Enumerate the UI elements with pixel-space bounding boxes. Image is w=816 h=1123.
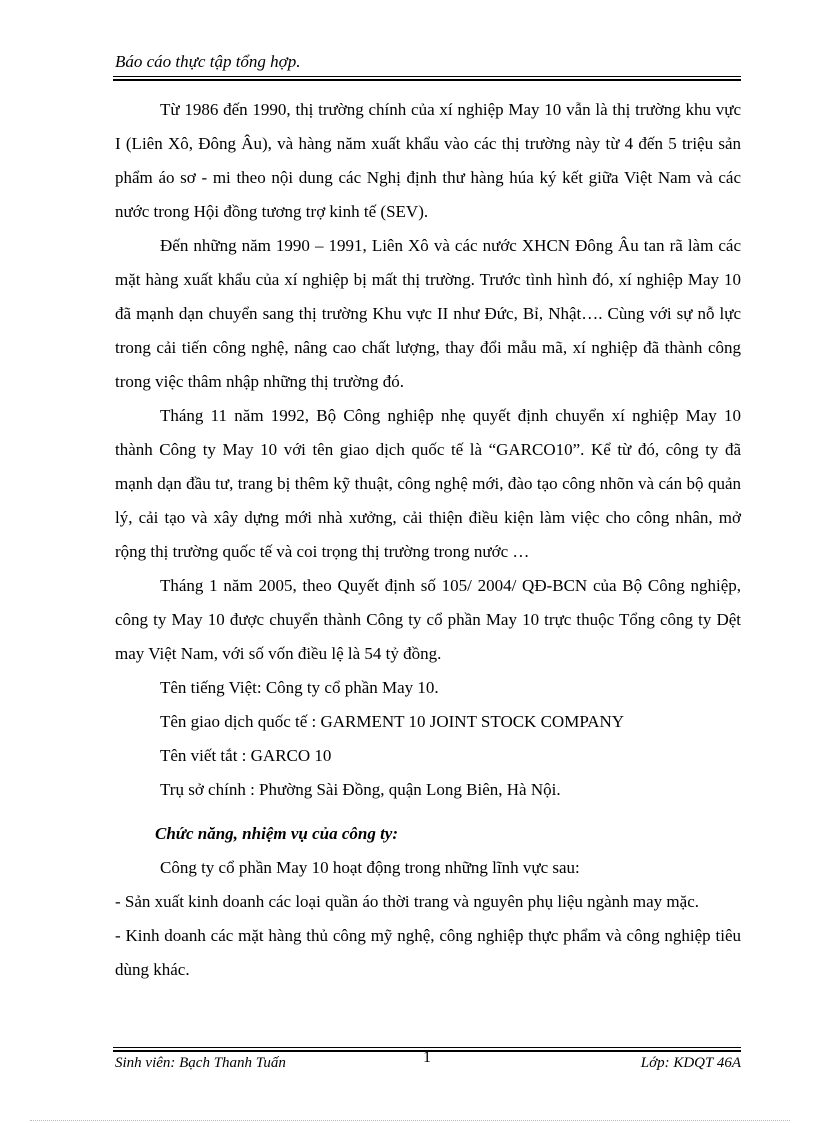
paragraph-4: Tháng 1 năm 2005, theo Quyết định số 105/ 2004/ QĐ-BCN của Bộ Công nghiệp, công ty May 10 được chuyển thành Công ty cổ phần May 10 trực thuộc Tổng công ty Dệt may Việt Nam, với số vốn điều lệ là 54 tỷ đồng.: [115, 576, 741, 663]
document-body: [115, 93, 741, 987]
header-divider: [113, 76, 741, 81]
page-number: 1: [423, 1049, 431, 1066]
page-bottom-edge: [30, 1120, 790, 1121]
list-item: - Sản xuất kinh doanh các loại quần áo thời trang và nguyên phụ liệu ngành may mặc.: [115, 892, 699, 911]
company-international-name: Tên giao dịch quốc tế : GARMENT 10 JOINT STOCK COMPANY: [160, 712, 625, 731]
list-item: - Kinh doanh các mặt hàng thủ công mỹ nghệ, công nghiệp thực phẩm và công nghiệp tiêu dùng khác.: [115, 926, 741, 979]
footer-class-name: Lớp: KDQT 46A: [640, 1055, 741, 1071]
company-abbreviation: Tên viết tắt : GARCO 10: [160, 746, 332, 765]
company-vietnamese-name: Tên tiếng Việt: Công ty cổ phần May 10.: [160, 678, 439, 697]
company-headquarters: Trụ sở chính : Phường Sài Đồng, quận Long Biên, Hà Nội.: [160, 780, 561, 799]
footer-student-name: Sinh viên: Bạch Thanh Tuấn: [115, 1055, 286, 1071]
document-header-title: Báo cáo thực tập tổng hợp.: [115, 52, 301, 71]
section-heading: Chức năng, nhiệm vụ của công ty:: [155, 824, 399, 843]
paragraph-1: Từ 1986 đến 1990, thị trường chính của xí nghiệp May 10 vẫn là thị trường khu vực I (Liên Xô, Đông Âu), và hàng năm xuất khẩu vào các thị trường này từ 4 đến 5 triệu sản phẩm áo sơ - mi theo nội dung các Nghị định thư hàng húa ký kết giữa Việt Nam và các nước trong Hội đồng tương trợ kinh tế (SEV).: [115, 100, 741, 221]
paragraph-3: Tháng 11 năm 1992, Bộ Công nghiệp nhẹ quyết định chuyển xí nghiệp May 10 thành Công ty May 10 với tên giao dịch quốc tế là “GARCO10”. Kể từ đó, công ty đã mạnh dạn đầu tư, trang bị thêm kỹ thuật, công nghệ mới, đào tạo công nhõn và cán bộ quản lý, cải tạo và xây dựng mới nhà xưởng, cải thiện điều kiện làm việc cho công nhân, mở rộng thị trường quốc tế và coi trọng thị trường trong nước …: [115, 406, 741, 561]
section-intro: Công ty cổ phần May 10 hoạt động trong những lĩnh vực sau:: [160, 858, 580, 877]
paragraph-2: Đến những năm 1990 – 1991, Liên Xô và các nước XHCN Đông Âu tan rã làm các mặt hàng xuất khẩu của xí nghiệp bị mất thị trường. Trước tình hình đó, xí nghiệp May 10 đã mạnh dạn chuyển sang thị trường Khu vực II như Đức, Bỉ, Nhật…. Cùng với sự nỗ lực trong cải tiến công nghệ, nâng cao chất lượng, thay đổi mẫu mã, xí nghiệp đã thành công trong việc thâm nhập những thị trường đó.: [115, 236, 741, 391]
